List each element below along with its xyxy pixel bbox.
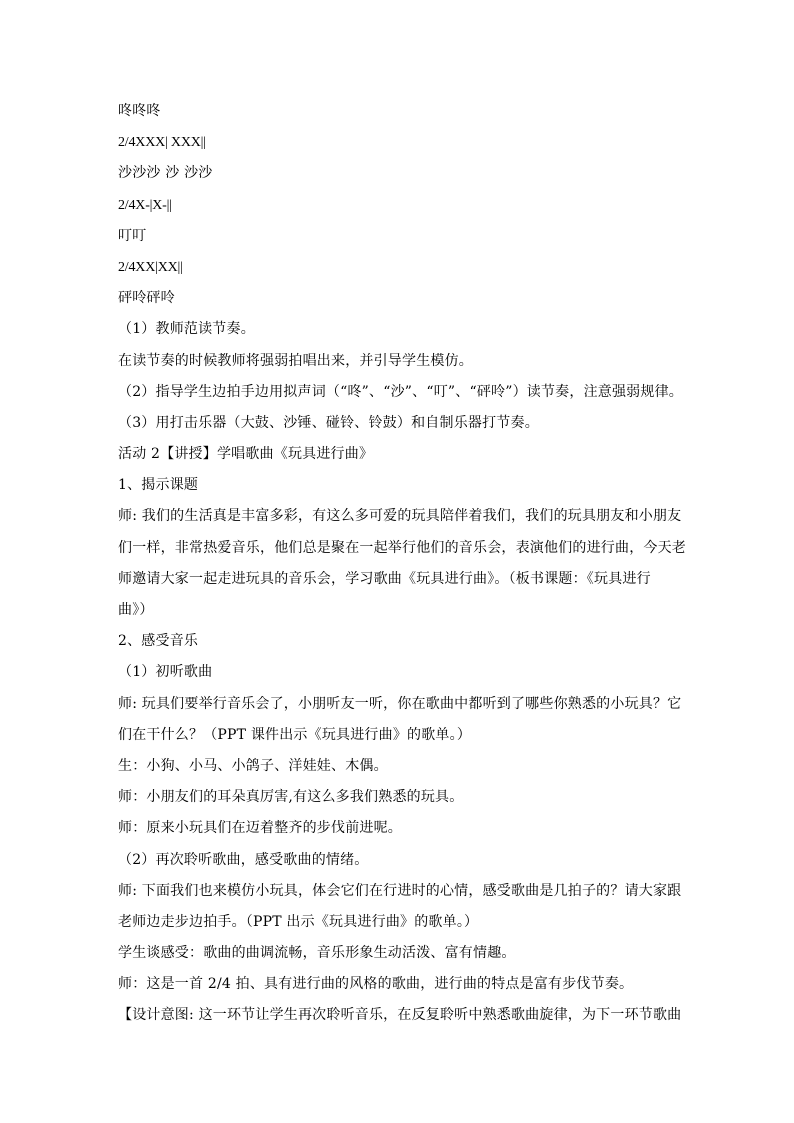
teacher-remark: 师：原来小玩具们在迈着整齐的步伐前进呢。 xyxy=(118,820,402,837)
teacher-summary: 师：这是一首 2/4 拍、具有进行曲的风格的歌曲，进行曲的特点是富有步伐节奏。 xyxy=(118,976,634,993)
teacher-praise: 师：小朋友们的耳朵真厉害,有这么多我们熟悉的玩具。 xyxy=(118,789,464,806)
onomatopoeia-dong: 咚咚咚 xyxy=(118,103,161,119)
substep-2-second-listen: （2）再次聆听歌曲，感受歌曲的情绪。 xyxy=(118,851,369,868)
rhythm-notation-dong: 2/4XXX| XXX|| xyxy=(118,135,206,151)
step-2-clap-and-read: （2）指导学生边拍手边用拟声词（“咚”、“沙”、“叮”、“砰呤”）读节奏，注意强弱规律。 xyxy=(118,383,683,400)
onomatopoeia-penglin: 砰呤砰呤 xyxy=(118,290,175,307)
onomatopoeia-sha: 沙沙沙 沙 沙沙 xyxy=(118,165,213,182)
rhythm-notation-sha: 2/4X-|X-|| xyxy=(118,197,172,213)
paragraph-strong-weak-beats: 在读节奏的时候教师将强弱拍唱出来，并引导学生模仿。 xyxy=(118,352,473,369)
teacher-imitate-line-2: 老师边走步边拍手。（PPT 出示《玩具进行曲》的歌单。） xyxy=(118,913,479,930)
document-body xyxy=(118,96,686,1032)
teacher-question-line-1: 师: 玩具们要举行音乐会了，小朋听友一听，你在歌曲中都听到了哪些你熟悉的小玩具？它 xyxy=(118,695,682,712)
student-answer: 生：小狗、小马、小鸽子、洋娃娃、木偶。 xyxy=(118,757,388,774)
section-1-heading: 1、揭示课题 xyxy=(118,477,199,494)
student-feelings: 学生谈感受：歌曲的曲调流畅，音乐形象生动活泼、富有情趣。 xyxy=(118,945,516,962)
design-intent-note: 【设计意图: 这一环节让学生再次聆听音乐，在反复聆听中熟悉歌曲旋律，为下一环节歌曲 xyxy=(118,1007,682,1024)
teacher-intro-line-3: 师邀请大家一起走进玩具的音乐会，学习歌曲《玩具进行曲》。（板书课题：《玩具进行 xyxy=(118,570,651,587)
teacher-intro-line-4: 曲》） xyxy=(118,602,154,618)
activity-2-heading: 活动 2【讲授】学唱歌曲《玩具进行曲》 xyxy=(118,446,374,463)
onomatopoeia-ding: 叮叮 xyxy=(118,227,147,244)
teacher-intro-line-1: 师: 我们的生活真是丰富多彩，有这么多可爱的玩具陪伴着我们，我们的玩具朋友和小朋友 xyxy=(118,508,682,525)
step-3-percussion: （3）用打击乐器（大鼓、沙锤、碰铃、铃鼓）和自制乐器打节奏。 xyxy=(118,414,539,431)
teacher-imitate-line-1: 师: 下面我们也来模仿小玩具，体会它们在行进时的心情，感受歌曲是几拍子的？请大家跟 xyxy=(118,882,682,899)
section-2-heading: 2、感受音乐 xyxy=(118,633,199,650)
teacher-question-line-2: 们在干什么？（PPT 课件出示《玩具进行曲》的歌单。） xyxy=(118,726,472,743)
teacher-intro-line-2: 们一样，非常热爱音乐，他们总是聚在一起举行他们的音乐会，表演他们的进行曲，今天老 xyxy=(118,539,686,556)
step-1-teacher-reads: （1）教师范读节奏。 xyxy=(118,321,255,338)
rhythm-notation-ding: 2/4XX|XX|| xyxy=(118,259,183,275)
substep-1-first-listen: （1）初听歌曲 xyxy=(118,664,213,681)
